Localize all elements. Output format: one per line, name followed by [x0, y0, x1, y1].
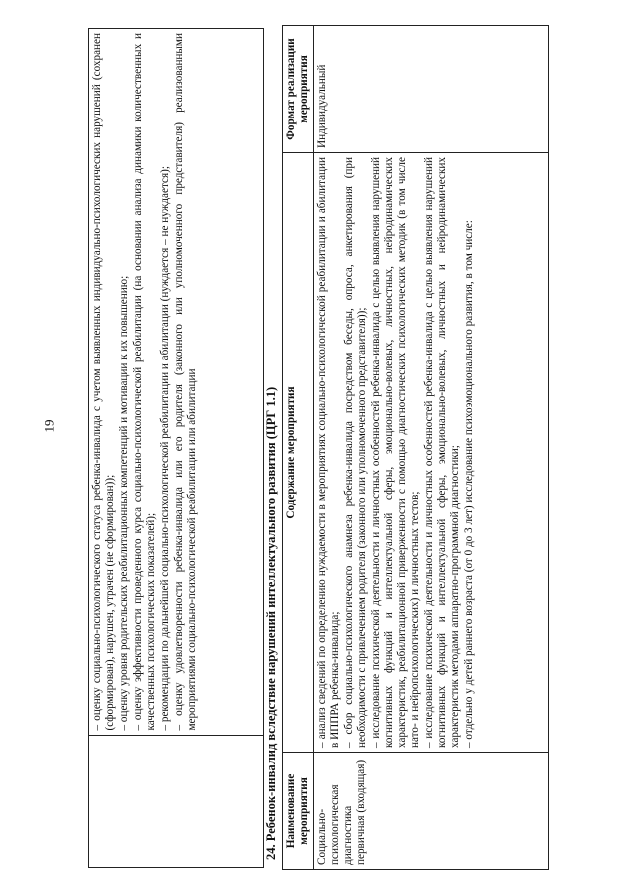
- list-item-text: отдельно у детей раннего возраста (от 0 до 3 лет) исследование психоэмоционального развития, в том числе:: [463, 220, 475, 740]
- list-item-text: оценку социально-психологического статуса ребенка-инвалида с учетом выявленных индивидуально-психологических нарушений (сохранен (сформирован), нарушен, утрачен (не сформирован));: [91, 33, 116, 731]
- cell-format: Индивидуальный: [314, 26, 549, 153]
- list-item-text: анализ сведений по определению нуждаемости в мероприятиях социально-психологической реабилитации и абилитации в ИППРА ребенка-инвалида;: [316, 156, 341, 748]
- continued-table: [88, 28, 264, 868]
- header-name: Наименование мероприятия: [283, 753, 314, 870]
- list-item-text: оценку эффективности проведенного курса социально-психологической реабилитации (на основании анализа динамики количественных и качественных психологических показателей);: [132, 33, 157, 731]
- section-title: 24. Ребенок-инвалид вследствие нарушений интеллектуального развития (ЦРГ 1.1): [264, 386, 278, 860]
- continued-empty-cell: [89, 735, 264, 867]
- list-item: [463, 157, 476, 748]
- dash-bullet: –: [132, 720, 144, 731]
- dash-bullet: –: [463, 739, 475, 748]
- list-item: [370, 157, 422, 748]
- list-item-text: оценку удовлетворенности ребенка-инвалида или его родителя (законного или уполномоченного представителя) реализованными мероприятиями социально-психологической реабилитации или абилитации: [173, 33, 198, 731]
- continued-content-cell: [89, 29, 264, 736]
- dash-bullet: –: [423, 738, 435, 748]
- dash-bullet: –: [91, 720, 103, 731]
- header-format: Формат реализации мероприятия: [283, 26, 314, 153]
- dash-bullet: –: [343, 734, 355, 748]
- list-item: [173, 33, 199, 731]
- dash-bullet: –: [370, 738, 382, 748]
- page-number: 19: [41, 419, 57, 433]
- list-item: [118, 33, 131, 731]
- list-item: [132, 33, 158, 731]
- list-item-text: рекомендации по дальнейшей социально-психологической реабилитации и абилитации (нуждается – не нуждается);: [159, 166, 171, 723]
- list-item: [343, 157, 369, 748]
- cell-activity-content: [314, 153, 549, 753]
- list-item-text: сбор социально-психологического анамнеза ребенка-инвалида посредством беседы, опроса, анкетирования (при необходимости с привлечением родителя (законного или уполномоченного представителя));: [343, 157, 368, 748]
- list-item-text: оценку уровня родительских реабилитационных компетенций и мотивации к их повышению;: [118, 275, 130, 723]
- cell-activity-name: Социально-психологическая диагностика первичная (входящая): [314, 753, 549, 870]
- list-item: [316, 157, 342, 748]
- list-item-text: исследование психической деятельности и личностных особенностей ребенка-инвалида с целью выявления нарушений когнитивных функций и интеллектуальной сферы, эмоционально-волевых, личностных, нейродинамических характеристик, реабилитационной приверженности с помощью диагностических психологических методик (в том числе нато- и нейропсихологических) и личностных тестов;: [370, 156, 421, 748]
- dash-bullet: –: [316, 739, 328, 748]
- continued-item-list: [91, 33, 199, 731]
- list-item: [423, 157, 462, 748]
- list-item-text: исследование психической деятельности и личностных особенностей ребенка-инвалида с целью выявления нарушений когнитивных функций и интеллектуальной сферы, эмоционально-волевых, личностных и нейродинамических характеристик методами аппаратно-программной диагностики;: [423, 156, 461, 748]
- list-item: [91, 33, 117, 731]
- dash-bullet: –: [173, 715, 185, 731]
- dash-bullet: –: [159, 722, 171, 731]
- header-content: Содержание мероприятия: [283, 153, 314, 753]
- dash-bullet: –: [118, 722, 130, 731]
- main-table: [282, 25, 549, 870]
- list-item: [159, 33, 172, 731]
- content-item-list: [316, 157, 476, 748]
